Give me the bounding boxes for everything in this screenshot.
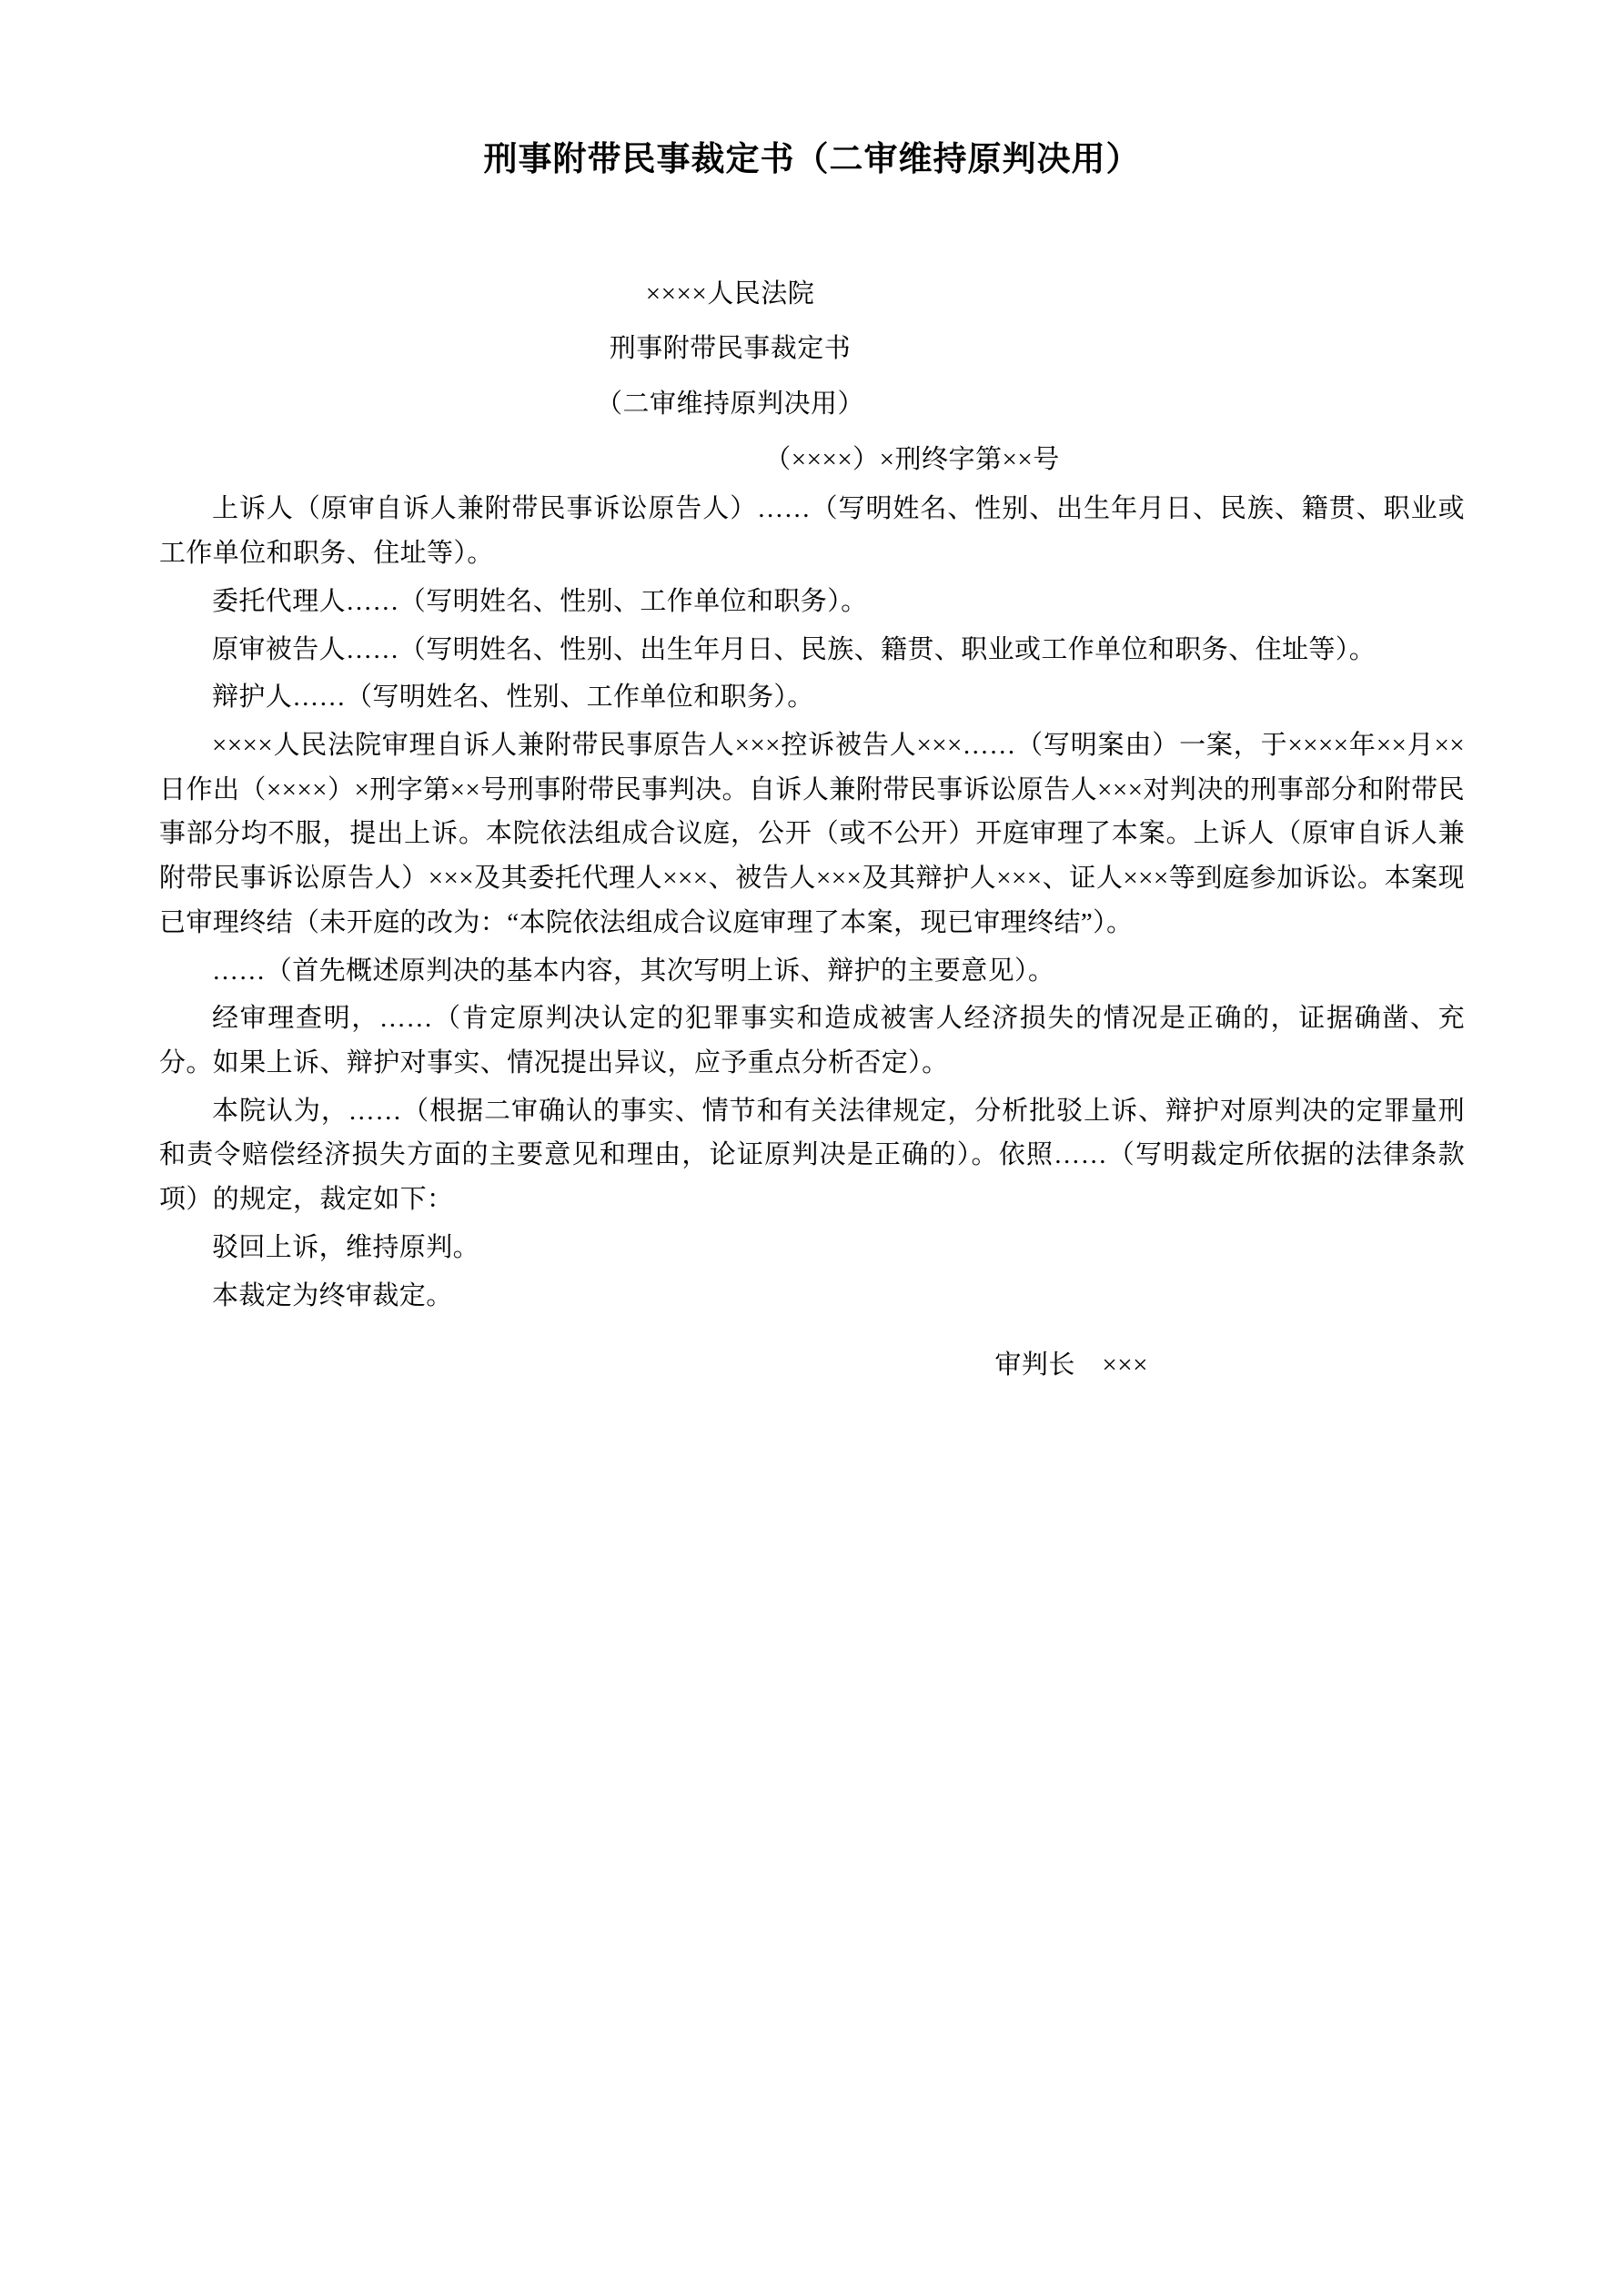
paragraph-case-history: ××××人民法院审理自诉人兼附带民事原告人×××控诉被告人×××……（写明案由）一案，于××××年××月××日作出（××××）×刑字第××号刑事附带民事判决。自诉人兼附带民事诉讼原告人×××对判决的刑事部分和附带民事部分均不服，提出上诉。本院依法组成合议庭，公开（或不公开）开庭审理了本案。上诉人（原审自诉人兼附带民事诉讼原告人）×××及其委托代理人×××、被告人×××及其辩护人×××、证人×××等到庭参加诉讼。本案现已审理终结（未开庭的改为：“本院依法组成合议庭审理了本案，现已审理终结”）。 [159,730,1465,937]
paragraph-ruling-dismiss: 驳回上诉，维持原判。 [212,1232,480,1262]
paragraph-final-ruling: 本裁定为终审裁定。 [212,1280,453,1310]
paragraph-appellant: 上诉人（原审自诉人兼附带民事诉讼原告人）……（写明姓名、性别、出生年月日、民族、籍贯、职业或工作单位和职务、住址等）。 [159,494,1465,569]
paragraph-findings: 经审理查明，……（肯定原判决认定的犯罪事实和造成被害人经济损失的情况是正确的，证据确凿、充分。如果上诉、辩护对事实、情况提出异议，应予重点分析否定）。 [159,1004,1465,1077]
paragraph-defender: 辩护人……（写明姓名、性别、工作单位和职务）。 [212,683,814,713]
document-type-line: 刑事附带民事裁定书 [609,334,852,364]
document-subtype-line: （二审维持原判决用） [595,389,864,420]
paragraph-defendant: 原审被告人……（写明姓名、性别、出生年月日、民族、籍贯、职业或工作单位和职务、住址等）。 [212,634,1377,664]
case-number-line: （××××）×刑终字第××号 [764,445,1060,475]
paragraph-court-opinion: 本院认为，……（根据二审确认的事实、情节和有关法律规定，分析批驳上诉、辩护对原判决的定罪量刑和责令赔偿经济损失方面的主要意见和理由，论证原判决是正确的）。依照……（写明裁定所依据的法律条款项）的规定，裁定如下： [159,1096,1465,1215]
paragraph-agent: 委托代理人……（写明姓名、性别、工作单位和职务）。 [212,586,868,616]
signature-presiding-judge: 审判长 ××× [994,1350,1148,1381]
court-name-line: ××××人民法院 [645,278,815,308]
title-spacer [159,186,1465,273]
paragraph-summary-note: ……（首先概述原判决的基本内容，其次写明上诉、辩护的主要意见）。 [212,956,1055,986]
page-title: 刑事附带民事裁定书（二审维持原判决用） [483,141,1141,178]
